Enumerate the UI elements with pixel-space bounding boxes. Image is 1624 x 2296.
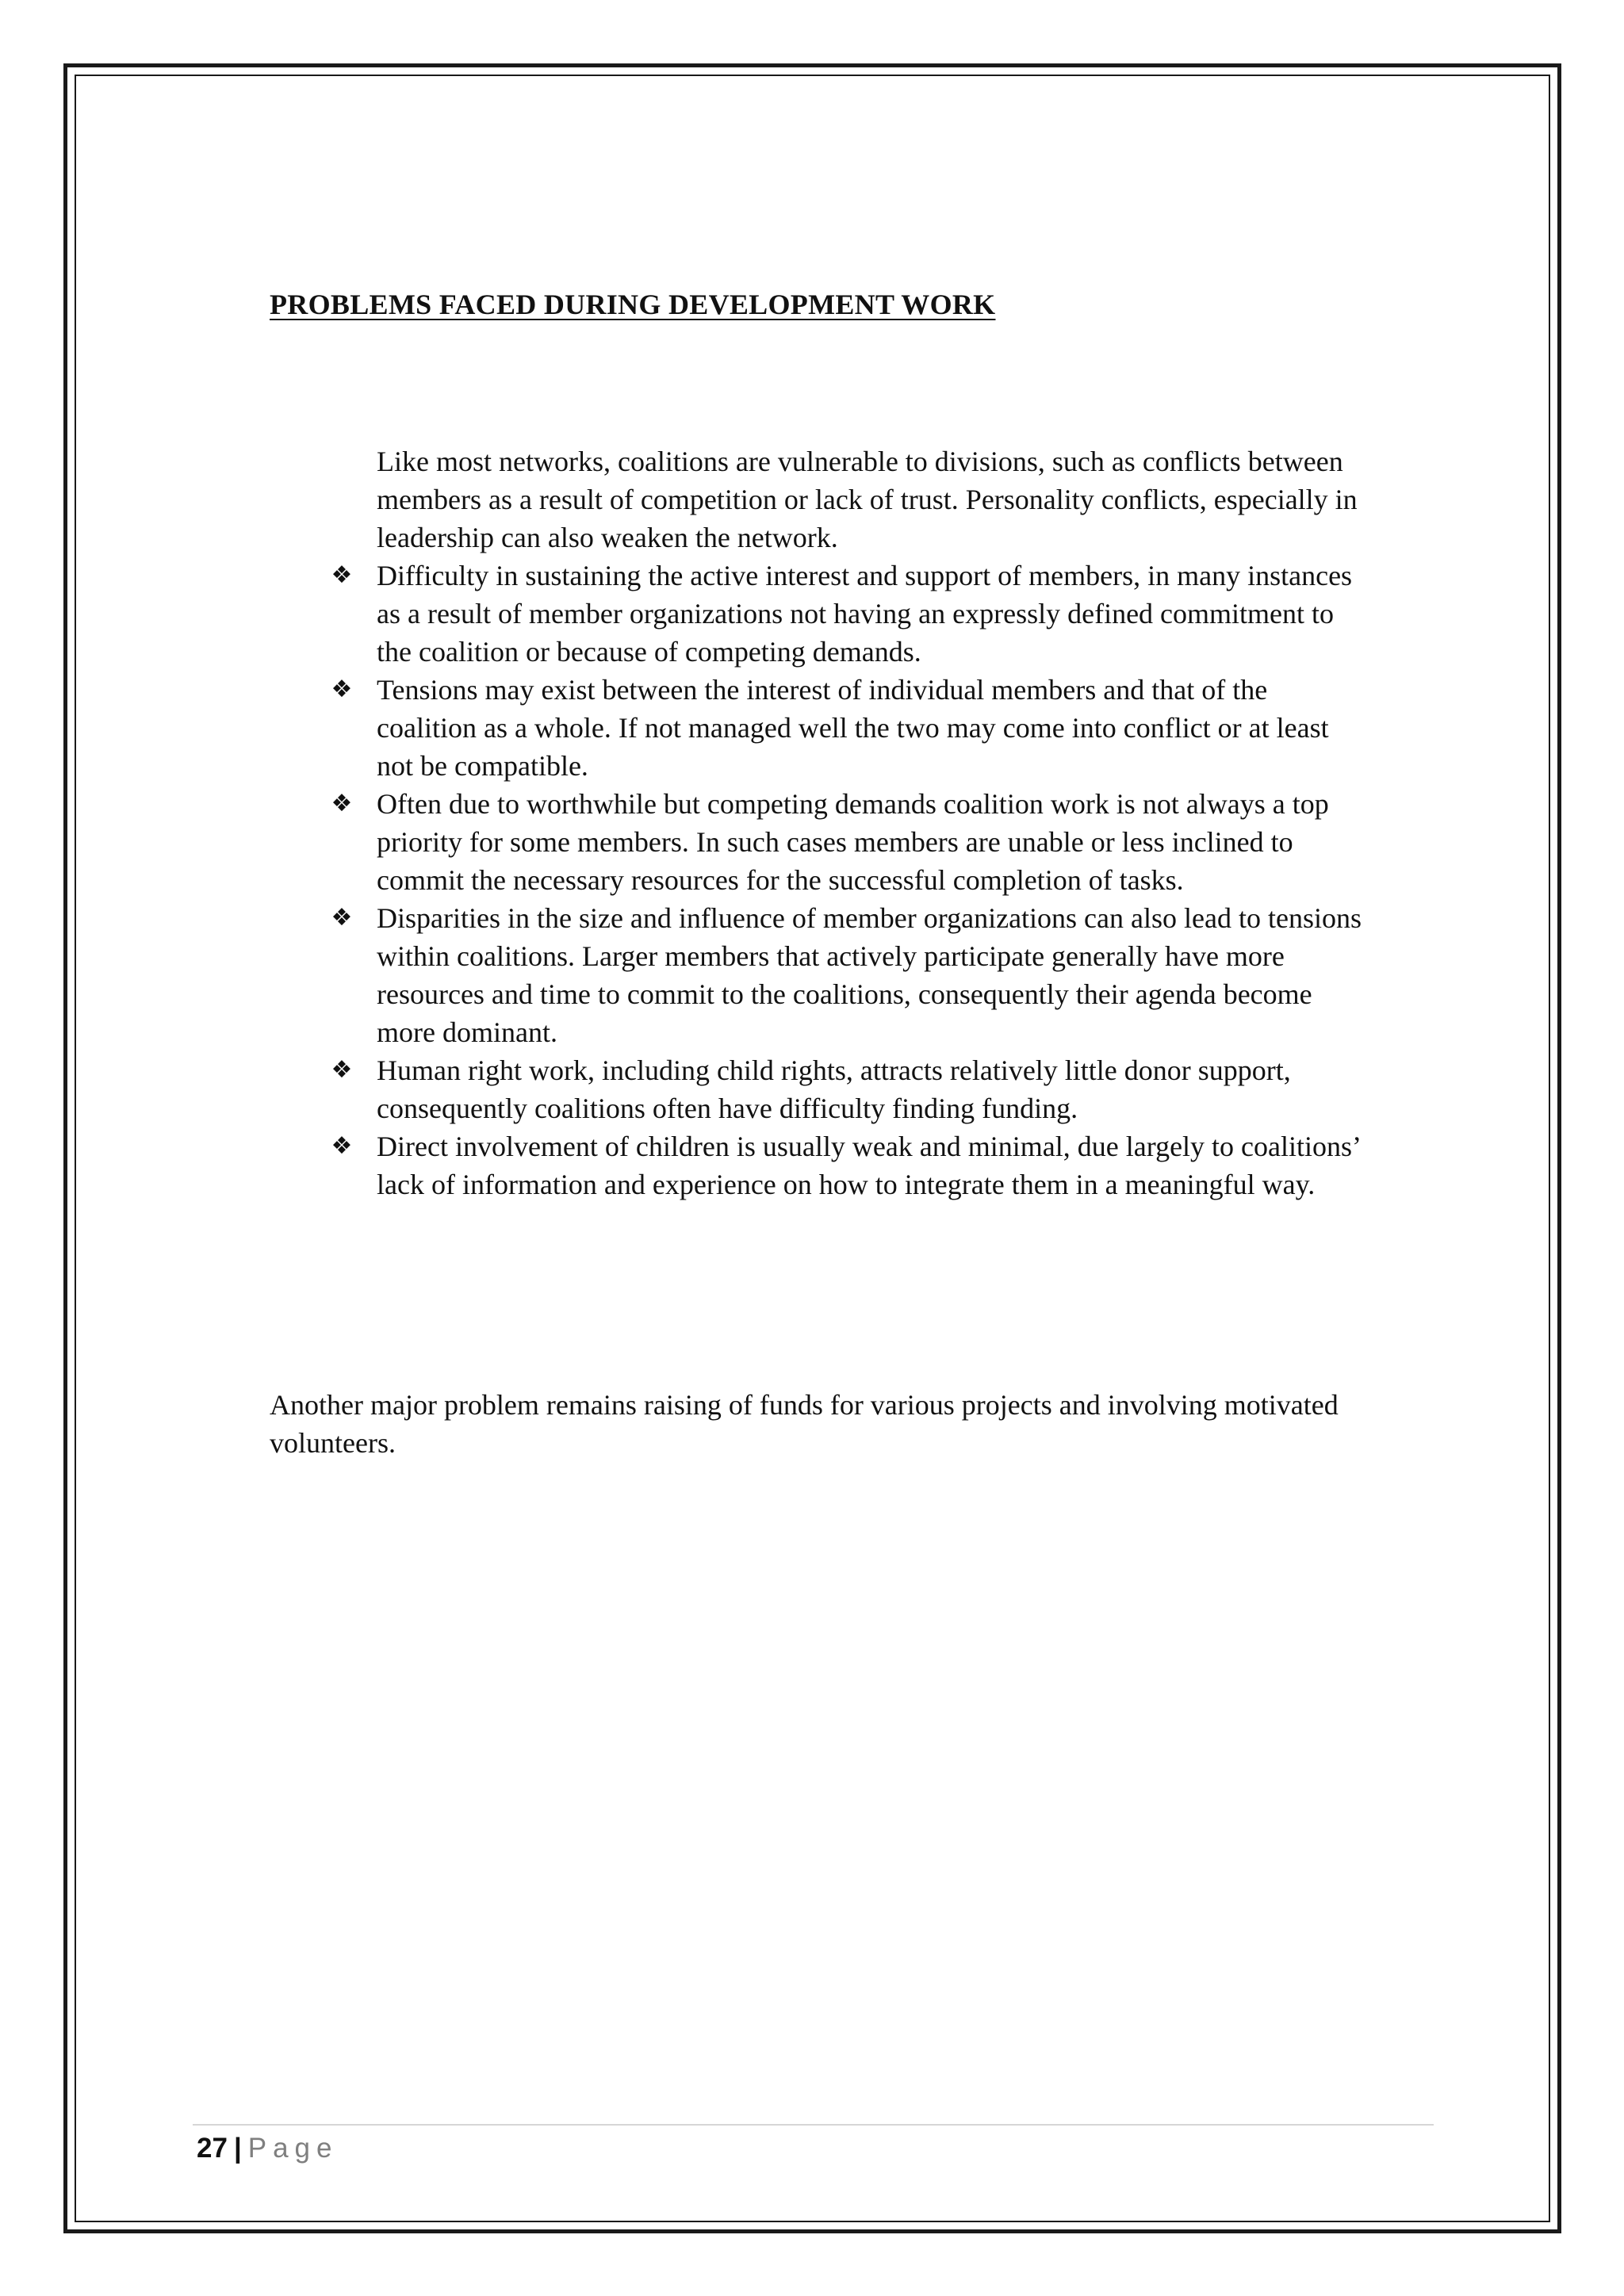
diamond-bullet-icon: ❖ — [331, 675, 353, 703]
diamond-bullet-icon: ❖ — [331, 904, 353, 932]
footer-divider — [193, 2124, 1434, 2126]
page-footer — [197, 2133, 338, 2164]
page-number: 27 — [197, 2133, 228, 2164]
page-label: Page — [247, 2133, 339, 2164]
list-item — [321, 899, 1372, 1051]
list-item — [321, 671, 1372, 785]
diamond-bullet-icon: ❖ — [331, 1056, 353, 1084]
problems-list — [321, 442, 1372, 1203]
list-item-intro — [321, 442, 1372, 557]
list-item — [321, 1127, 1372, 1203]
footer-separator: | — [233, 2133, 242, 2164]
list-item-text: Direct involvement of children is usually weak and minimal, due largely to coalitions’ lack of information and experience on how to integrate them in a meaningful way. — [377, 1131, 1360, 1200]
list-item-text: Human right work, including child rights, attracts relatively little donor support, consequently coalitions often have difficulty finding funding. — [377, 1054, 1291, 1124]
list-item-text: Often due to worthwhile but competing demands coalition work is not always a top priority for some members. In such cases members are unable or less inclined to commit the necessary resources for the successful completion of tasks. — [377, 788, 1329, 896]
section-heading: PROBLEMS FACED DURING DEVELOPMENT WORK — [270, 289, 996, 320]
list-item-text: Difficulty in sustaining the active interest and support of members, in many instances as a result of member organizations not having an expressly defined commitment to the coalition or because of competing demands. — [377, 560, 1353, 668]
closing-paragraph: Another major problem remains raising of funds for various projects and involving motivated volunteers. — [270, 1389, 1339, 1459]
list-item — [321, 1051, 1372, 1127]
list-item-text: Tensions may exist between the interest of individual members and that of the coalition as a whole. If not managed well the two may come into conflict or at least not be compatible. — [377, 674, 1329, 782]
diamond-bullet-icon: ❖ — [331, 561, 353, 589]
list-item-text: Disparities in the size and influence of member organizations can also lead to tensions within coalitions. Larger members that actively participate generally have more resources and time to commit to the coalitions, consequently their agenda become more dominant. — [377, 902, 1362, 1048]
diamond-bullet-icon: ❖ — [331, 1132, 353, 1160]
diamond-bullet-icon: ❖ — [331, 790, 353, 817]
list-item-text: Like most networks, coalitions are vulnerable to divisions, such as conflicts between members as a result of competition or lack of trust. Personality conflicts, especially in leadership can also weaken the network. — [377, 446, 1358, 553]
list-item — [321, 785, 1372, 899]
list-item — [321, 557, 1372, 671]
